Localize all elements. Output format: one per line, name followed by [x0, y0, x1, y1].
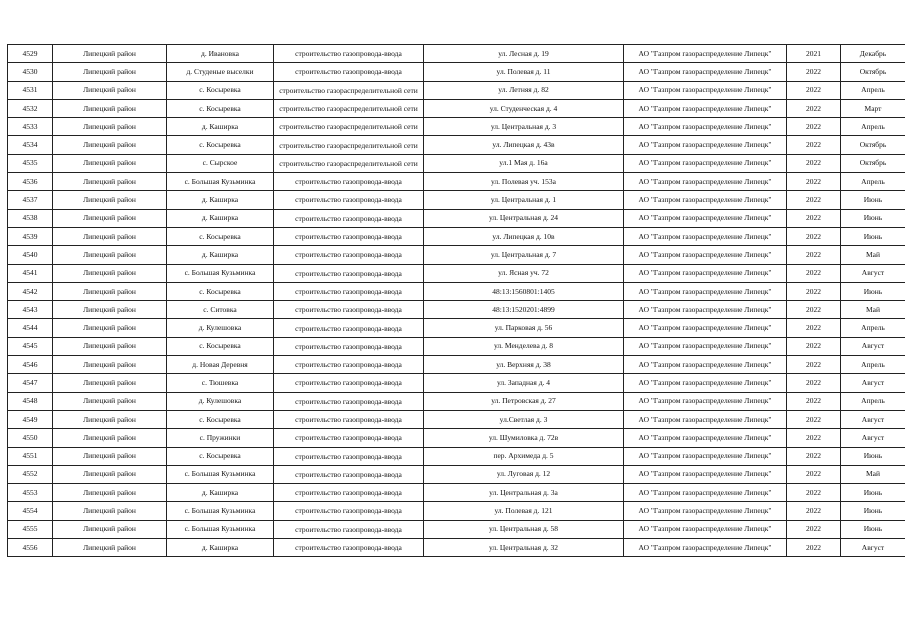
month-cell: Июнь — [841, 447, 905, 465]
month-cell: Август — [841, 539, 905, 557]
organization-cell: АО "Газпром газораспределение Липецк" — [624, 154, 787, 172]
work-type-cell: строительство газопровода-ввода — [274, 429, 424, 447]
settlement-cell: д. Каширка — [167, 191, 274, 209]
work-type-cell: строительство газораспределительной сети — [274, 99, 424, 117]
month-cell: Август — [841, 429, 905, 447]
organization-cell: АО "Газпром газораспределение Липецк" — [624, 227, 787, 245]
table-row — [8, 429, 905, 447]
district-cell: Липецкий район — [53, 99, 167, 117]
address-cell: ул. Полевая д. 11 — [424, 63, 624, 81]
year-cell: 2022 — [787, 337, 841, 355]
settlement-cell: д. Студеные выселки — [167, 63, 274, 81]
district-cell: Липецкий район — [53, 173, 167, 191]
work-type-cell: строительство газопровода-ввода — [274, 45, 424, 63]
year-cell: 2022 — [787, 301, 841, 319]
district-cell: Липецкий район — [53, 356, 167, 374]
month-cell: Август — [841, 410, 905, 428]
organization-cell: АО "Газпром газораспределение Липецк" — [624, 99, 787, 117]
month-cell: Март — [841, 99, 905, 117]
month-cell: Апрель — [841, 356, 905, 374]
settlement-cell: с. Сырское — [167, 154, 274, 172]
organization-cell: АО "Газпром газораспределение Липецк" — [624, 264, 787, 282]
row-number-cell: 4536 — [8, 173, 53, 191]
year-cell: 2022 — [787, 191, 841, 209]
month-cell: Август — [841, 264, 905, 282]
table-row — [8, 154, 905, 172]
district-cell: Липецкий район — [53, 301, 167, 319]
district-cell: Липецкий район — [53, 45, 167, 63]
work-type-cell: строительство газопровода-ввода — [274, 374, 424, 392]
row-number-cell: 4554 — [8, 502, 53, 520]
work-type-cell: строительство газопровода-ввода — [274, 319, 424, 337]
address-cell: ул. Полевая д. 121 — [424, 502, 624, 520]
row-number-cell: 4530 — [8, 63, 53, 81]
table-row — [8, 301, 905, 319]
organization-cell: АО "Газпром газораспределение Липецк" — [624, 447, 787, 465]
organization-cell: АО "Газпром газораспределение Липецк" — [624, 45, 787, 63]
table-row — [8, 191, 905, 209]
row-number-cell: 4548 — [8, 392, 53, 410]
address-cell: ул. Парковая д. 56 — [424, 319, 624, 337]
district-cell: Липецкий район — [53, 264, 167, 282]
month-cell: Апрель — [841, 392, 905, 410]
month-cell: Апрель — [841, 319, 905, 337]
month-cell: Апрель — [841, 173, 905, 191]
district-cell: Липецкий район — [53, 429, 167, 447]
address-cell: ул. Центральная д. 24 — [424, 209, 624, 227]
month-cell: Июнь — [841, 191, 905, 209]
organization-cell: АО "Газпром газораспределение Липецк" — [624, 356, 787, 374]
table-row — [8, 465, 905, 483]
district-cell: Липецкий район — [53, 118, 167, 136]
month-cell: Июнь — [841, 502, 905, 520]
table-row — [8, 502, 905, 520]
work-type-cell: строительство газопровода-ввода — [274, 392, 424, 410]
address-cell: ул. Центральная д. 7 — [424, 246, 624, 264]
year-cell: 2022 — [787, 447, 841, 465]
year-cell: 2022 — [787, 319, 841, 337]
row-number-cell: 4550 — [8, 429, 53, 447]
row-number-cell: 4542 — [8, 282, 53, 300]
address-cell: 48:13:1520201:4899 — [424, 301, 624, 319]
district-cell: Липецкий район — [53, 502, 167, 520]
organization-cell: АО "Газпром газораспределение Липецк" — [624, 502, 787, 520]
organization-cell: АО "Газпром газораспределение Липецк" — [624, 429, 787, 447]
district-cell: Липецкий район — [53, 136, 167, 154]
district-cell: Липецкий район — [53, 520, 167, 538]
table-row — [8, 392, 905, 410]
work-type-cell: строительство газопровода-ввода — [274, 264, 424, 282]
settlement-cell: с. Косыревка — [167, 410, 274, 428]
settlement-cell: с. Большая Кузьминка — [167, 465, 274, 483]
month-cell: Октябрь — [841, 136, 905, 154]
table-row — [8, 447, 905, 465]
organization-cell: АО "Газпром газораспределение Липецк" — [624, 484, 787, 502]
document-page — [7, 44, 905, 557]
month-cell: Май — [841, 301, 905, 319]
row-number-cell: 4555 — [8, 520, 53, 538]
table-row — [8, 337, 905, 355]
work-type-cell: строительство газопровода-ввода — [274, 337, 424, 355]
settlement-cell: с. Ситовка — [167, 301, 274, 319]
address-cell: ул. Верхняя д. 38 — [424, 356, 624, 374]
address-cell: ул. Липецкая д. 43в — [424, 136, 624, 154]
year-cell: 2022 — [787, 465, 841, 483]
year-cell: 2022 — [787, 429, 841, 447]
table-row — [8, 282, 905, 300]
settlement-cell: д. Каширка — [167, 118, 274, 136]
year-cell: 2022 — [787, 374, 841, 392]
district-cell: Липецкий район — [53, 282, 167, 300]
settlement-cell: с. Косыревка — [167, 447, 274, 465]
row-number-cell: 4552 — [8, 465, 53, 483]
work-type-cell: строительство газопровода-ввода — [274, 282, 424, 300]
work-type-cell: строительство газораспределительной сети — [274, 154, 424, 172]
table-row — [8, 227, 905, 245]
organization-cell: АО "Газпром газораспределение Липецк" — [624, 209, 787, 227]
year-cell: 2022 — [787, 246, 841, 264]
month-cell: Апрель — [841, 81, 905, 99]
year-cell: 2022 — [787, 356, 841, 374]
settlement-cell: с. Косыревка — [167, 99, 274, 117]
organization-cell: АО "Газпром газораспределение Липецк" — [624, 173, 787, 191]
year-cell: 2022 — [787, 520, 841, 538]
table-row — [8, 410, 905, 428]
month-cell: Август — [841, 374, 905, 392]
month-cell: Июнь — [841, 209, 905, 227]
row-number-cell: 4538 — [8, 209, 53, 227]
organization-cell: АО "Газпром газораспределение Липецк" — [624, 118, 787, 136]
address-cell: ул.Светлая д. 3 — [424, 410, 624, 428]
district-cell: Липецкий район — [53, 392, 167, 410]
work-type-cell: строительство газопровода-ввода — [274, 356, 424, 374]
settlement-cell: д. Каширка — [167, 539, 274, 557]
organization-cell: АО "Газпром газораспределение Липецк" — [624, 539, 787, 557]
month-cell: Июнь — [841, 484, 905, 502]
year-cell: 2022 — [787, 410, 841, 428]
district-cell: Липецкий район — [53, 319, 167, 337]
row-number-cell: 4539 — [8, 227, 53, 245]
year-cell: 2022 — [787, 209, 841, 227]
organization-cell: АО "Газпром газораспределение Липецк" — [624, 410, 787, 428]
district-cell: Липецкий район — [53, 81, 167, 99]
address-cell: ул. Центральная д. 1 — [424, 191, 624, 209]
address-cell: ул. Полевая уч. 153а — [424, 173, 624, 191]
row-number-cell: 4546 — [8, 356, 53, 374]
address-cell: ул. Петровская д. 27 — [424, 392, 624, 410]
row-number-cell: 4556 — [8, 539, 53, 557]
month-cell: Июнь — [841, 227, 905, 245]
year-cell: 2022 — [787, 81, 841, 99]
district-cell: Липецкий район — [53, 484, 167, 502]
work-type-cell: строительство газораспределительной сети — [274, 118, 424, 136]
work-type-cell: строительство газопровода-ввода — [274, 227, 424, 245]
table-row — [8, 374, 905, 392]
settlement-cell: с. Пружинки — [167, 429, 274, 447]
row-number-cell: 4533 — [8, 118, 53, 136]
row-number-cell: 4535 — [8, 154, 53, 172]
table-row — [8, 246, 905, 264]
organization-cell: АО "Газпром газораспределение Липецк" — [624, 392, 787, 410]
table-row — [8, 539, 905, 557]
month-cell: Октябрь — [841, 154, 905, 172]
address-cell: ул.1 Мая д. 16а — [424, 154, 624, 172]
district-cell: Липецкий район — [53, 191, 167, 209]
work-type-cell: строительство газораспределительной сети — [274, 81, 424, 99]
organization-cell: АО "Газпром газораспределение Липецк" — [624, 191, 787, 209]
row-number-cell: 4537 — [8, 191, 53, 209]
settlement-cell: д. Каширка — [167, 484, 274, 502]
settlement-cell: д. Новая Деревня — [167, 356, 274, 374]
district-cell: Липецкий район — [53, 374, 167, 392]
year-cell: 2022 — [787, 392, 841, 410]
table-row — [8, 99, 905, 117]
address-cell: ул. Летняя д. 82 — [424, 81, 624, 99]
organization-cell: АО "Газпром газораспределение Липецк" — [624, 301, 787, 319]
settlement-cell: д. Ивановка — [167, 45, 274, 63]
district-cell: Липецкий район — [53, 465, 167, 483]
work-type-cell: строительство газопровода-ввода — [274, 447, 424, 465]
organization-cell: АО "Газпром газораспределение Липецк" — [624, 319, 787, 337]
table-row — [8, 356, 905, 374]
month-cell: Октябрь — [841, 63, 905, 81]
table-row — [8, 319, 905, 337]
month-cell: Май — [841, 246, 905, 264]
address-cell: ул. Западная д. 4 — [424, 374, 624, 392]
organization-cell: АО "Газпром газораспределение Липецк" — [624, 520, 787, 538]
settlement-cell: д. Каширка — [167, 209, 274, 227]
table-row — [8, 118, 905, 136]
month-cell: Август — [841, 337, 905, 355]
work-type-cell: строительство газопровода-ввода — [274, 484, 424, 502]
row-number-cell: 4532 — [8, 99, 53, 117]
month-cell: Май — [841, 465, 905, 483]
settlement-cell: с. Косыревка — [167, 81, 274, 99]
row-number-cell: 4551 — [8, 447, 53, 465]
organization-cell: АО "Газпром газораспределение Липецк" — [624, 465, 787, 483]
month-cell: Июнь — [841, 282, 905, 300]
district-cell: Липецкий район — [53, 447, 167, 465]
table-row — [8, 136, 905, 154]
row-number-cell: 4540 — [8, 246, 53, 264]
year-cell: 2022 — [787, 173, 841, 191]
organization-cell: АО "Газпром газораспределение Липецк" — [624, 81, 787, 99]
district-cell: Липецкий район — [53, 337, 167, 355]
work-type-cell: строительство газопровода-ввода — [274, 191, 424, 209]
year-cell: 2022 — [787, 118, 841, 136]
district-cell: Липецкий район — [53, 246, 167, 264]
settlement-cell: с. Косыревка — [167, 227, 274, 245]
district-cell: Липецкий район — [53, 227, 167, 245]
year-cell: 2022 — [787, 154, 841, 172]
row-number-cell: 4534 — [8, 136, 53, 154]
district-cell: Липецкий район — [53, 63, 167, 81]
year-cell: 2022 — [787, 484, 841, 502]
settlement-cell: с. Большая Кузьминка — [167, 173, 274, 191]
work-type-cell: строительство газопровода-ввода — [274, 246, 424, 264]
year-cell: 2021 — [787, 45, 841, 63]
data-table — [7, 44, 905, 557]
row-number-cell: 4541 — [8, 264, 53, 282]
row-number-cell: 4529 — [8, 45, 53, 63]
address-cell: ул. Луговая д. 12 — [424, 465, 624, 483]
year-cell: 2022 — [787, 136, 841, 154]
district-cell: Липецкий район — [53, 539, 167, 557]
district-cell: Липецкий район — [53, 209, 167, 227]
month-cell: Апрель — [841, 118, 905, 136]
work-type-cell: строительство газопровода-ввода — [274, 410, 424, 428]
address-cell: ул. Ясная уч. 72 — [424, 264, 624, 282]
address-cell: ул. Менделева д. 8 — [424, 337, 624, 355]
row-number-cell: 4544 — [8, 319, 53, 337]
year-cell: 2022 — [787, 264, 841, 282]
organization-cell: АО "Газпром газораспределение Липецк" — [624, 337, 787, 355]
settlement-cell: с. Большая Кузьминка — [167, 264, 274, 282]
settlement-cell: д. Кулешовка — [167, 319, 274, 337]
row-number-cell: 4543 — [8, 301, 53, 319]
organization-cell: АО "Газпром газораспределение Липецк" — [624, 136, 787, 154]
work-type-cell: строительство газопровода-ввода — [274, 502, 424, 520]
address-cell: ул. Липецкая д. 10в — [424, 227, 624, 245]
address-cell: ул. Центральная д. 3а — [424, 484, 624, 502]
organization-cell: АО "Газпром газораспределение Липецк" — [624, 246, 787, 264]
work-type-cell: строительство газопровода-ввода — [274, 465, 424, 483]
organization-cell: АО "Газпром газораспределение Липецк" — [624, 282, 787, 300]
month-cell: Декабрь — [841, 45, 905, 63]
settlement-cell: с. Большая Кузьминка — [167, 502, 274, 520]
table-body — [8, 45, 905, 557]
work-type-cell: строительство газопровода-ввода — [274, 539, 424, 557]
settlement-cell: с. Тюшевка — [167, 374, 274, 392]
settlement-cell: с. Косыревка — [167, 337, 274, 355]
settlement-cell: с. Большая Кузьминка — [167, 520, 274, 538]
table-row — [8, 209, 905, 227]
work-type-cell: строительство газопровода-ввода — [274, 520, 424, 538]
address-cell: ул. Центральная д. 58 — [424, 520, 624, 538]
table-row — [8, 45, 905, 63]
row-number-cell: 4553 — [8, 484, 53, 502]
table-row — [8, 63, 905, 81]
year-cell: 2022 — [787, 539, 841, 557]
address-cell: ул. Центральная д. 32 — [424, 539, 624, 557]
address-cell: ул. Лесная д. 19 — [424, 45, 624, 63]
year-cell: 2022 — [787, 282, 841, 300]
year-cell: 2022 — [787, 63, 841, 81]
table-row — [8, 81, 905, 99]
address-cell: пер. Архимеда д. 5 — [424, 447, 624, 465]
row-number-cell: 4547 — [8, 374, 53, 392]
settlement-cell: с. Косыревка — [167, 282, 274, 300]
row-number-cell: 4531 — [8, 81, 53, 99]
row-number-cell: 4549 — [8, 410, 53, 428]
settlement-cell: д. Каширка — [167, 246, 274, 264]
table-row — [8, 264, 905, 282]
district-cell: Липецкий район — [53, 410, 167, 428]
settlement-cell: д. Кулешовка — [167, 392, 274, 410]
work-type-cell: строительство газопровода-ввода — [274, 301, 424, 319]
address-cell: ул. Центральная д. 3 — [424, 118, 624, 136]
year-cell: 2022 — [787, 99, 841, 117]
work-type-cell: строительство газораспределительной сети — [274, 136, 424, 154]
month-cell: Июнь — [841, 520, 905, 538]
year-cell: 2022 — [787, 502, 841, 520]
work-type-cell: строительство газопровода-ввода — [274, 173, 424, 191]
table-row — [8, 484, 905, 502]
settlement-cell: с. Косыревка — [167, 136, 274, 154]
work-type-cell: строительство газопровода-ввода — [274, 209, 424, 227]
year-cell: 2022 — [787, 227, 841, 245]
address-cell: 48:13:1560801:1405 — [424, 282, 624, 300]
organization-cell: АО "Газпром газораспределение Липецк" — [624, 63, 787, 81]
row-number-cell: 4545 — [8, 337, 53, 355]
address-cell: ул. Шумиловка д. 72в — [424, 429, 624, 447]
table-row — [8, 173, 905, 191]
table-row — [8, 520, 905, 538]
organization-cell: АО "Газпром газораспределение Липецк" — [624, 374, 787, 392]
address-cell: ул. Студенческая д. 4 — [424, 99, 624, 117]
district-cell: Липецкий район — [53, 154, 167, 172]
work-type-cell: строительство газопровода-ввода — [274, 63, 424, 81]
